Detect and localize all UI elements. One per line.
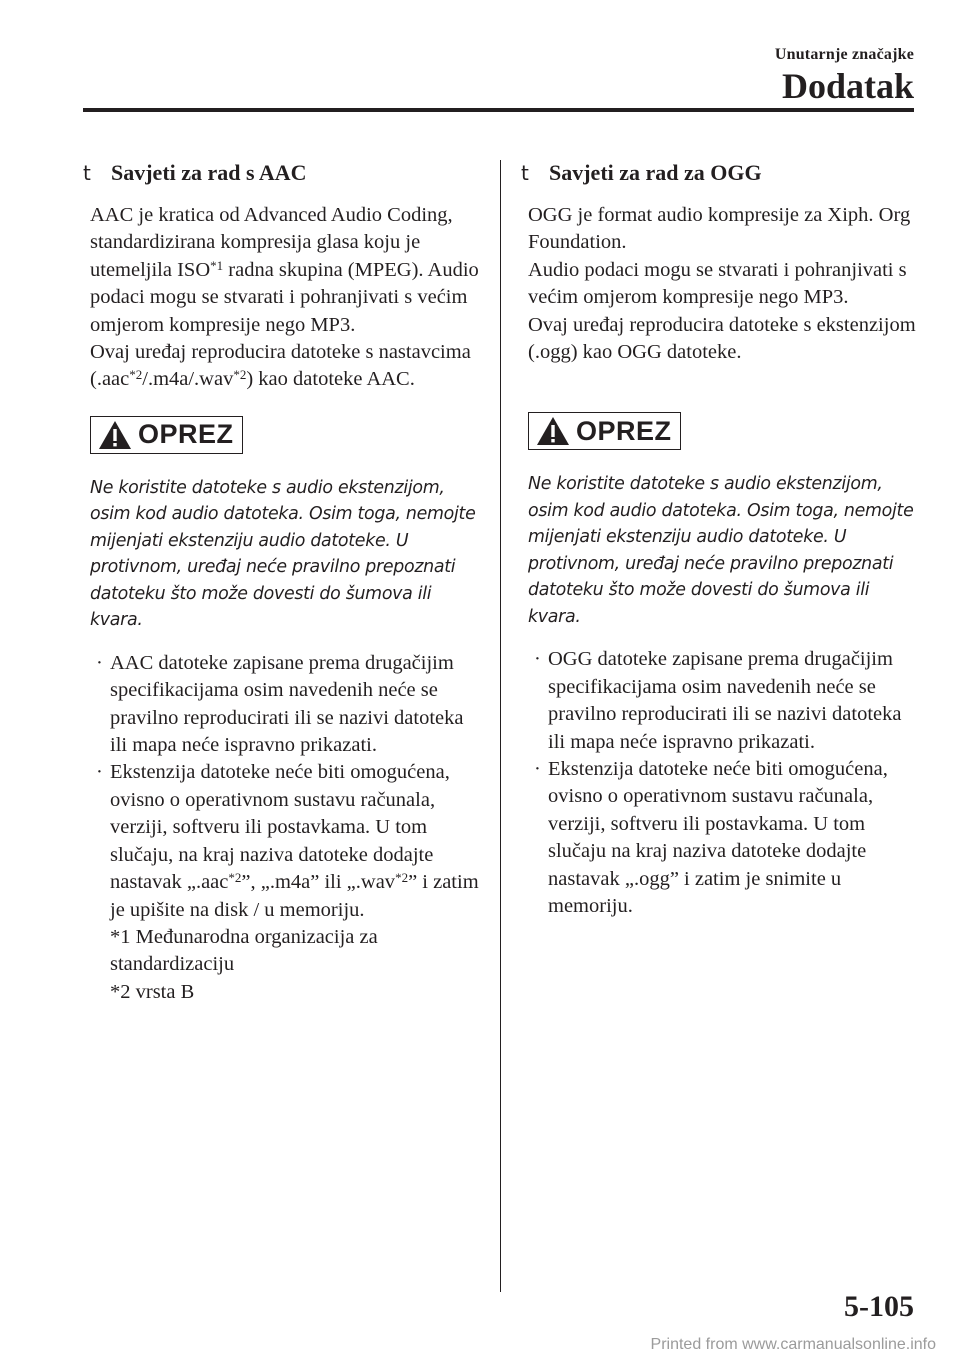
caution-label: OPREZ [138,419,234,450]
aac-heading [83,160,483,186]
aac-paragraph-1: AAC je kratica od Advanced Audio Coding, standardizirana kompresija glasa koju je utemeljila ISO$^{*1}$ radna skupina (MPEG). Audio podaci mogu se stvarati i pohranjivati s većim omjerom kompresije nego MP3. [90,204,479,336]
aac-caution-text: Ne koristite datoteke s audio ekstenzijom, osim kod audio datoteka. Osim toga, nemojte mijenjati ekstenziju audio datoteke. U protivnom, uređaj neće pravilno prepoznati datoteku što može dovesti do šumova ili kvara. [90,477,476,631]
caution-label: OPREZ [576,415,672,446]
ogg-title: Savjeti za rad za OGG [549,160,762,185]
column-divider [500,160,501,1292]
ogg-section [521,160,921,921]
header-rule [83,108,914,112]
list-item: · Ekstenzija datoteke neće biti omogućena, ovisno o operativnom sustavu računala, verziji, softveru ili postavkama. U tom slučaju, na kraj naziva datoteke dodajte nastavak „.aac$^{*2}$”, „.m4a” ili „.wav$^{*2}$” i zatim je upišite na disk / u memoriju. [96,761,479,921]
aac-footnotes [90,924,483,1006]
aac-caution-badge [90,416,243,454]
footnote-2: *2 vrsta B [110,980,195,1003]
ogg-body [521,202,921,366]
ogg-paragraph-3: Ovaj uređaj reproducira datoteke s ekstenzijom (.ogg) kao OGG datoteke. [528,313,916,364]
aac-title: Savjeti za rad s AAC [111,160,307,185]
ogg-caution-badge [528,412,681,450]
page-number: 5-105 [844,1290,914,1323]
section-marker-icon: t [83,161,91,185]
ogg-caution-text: Ne koristite datoteke s audio ekstenzijom, osim kod audio datoteka. Osim toga, nemojte mijenjati ekstenziju audio datoteke. U protivnom, uređaj neće pravilno prepoznati datoteku što može dovesti do šumova ili kvara. [528,474,914,627]
aac-paragraph-2: Ovaj uređaj reproducira datoteke s nastavcima (.aac$^{*2}$/.m4a/.wav$^{*2}$) kao datoteke AAC. [90,341,471,391]
footer-watermark: Printed from www.carmanualsonline.info [650,1336,936,1353]
chapter-title: Dodatak [781,66,914,106]
ogg-paragraph-2: Audio podaci mogu se stvarati i pohranjivati s većim omjerom kompresije nego MP3. [528,258,907,309]
section-marker-icon: t [521,161,529,185]
list-item: · AAC datoteke zapisane prema drugačijim specifikacijama osim navedenih neće se pravilno reproducirati ili se nazivi datoteka ili mapa neće ispravno prikazati. [96,651,464,757]
aac-bullets [83,650,483,1006]
page-header [775,46,914,106]
ogg-bullets [521,646,921,920]
aac-section [83,160,483,1006]
aac-body [83,202,483,394]
list-item: · Ekstenzija datoteke neće biti omogućena, ovisno o operativnom sustavu računala, verziji, softveru ili postavkama. U tom slučaju na kraj naziva datoteke dodajte nastavak „.ogg” i zatim je snimite u memoriju. [534,758,888,918]
ogg-paragraph-1: OGG je format audio kompresije za Xiph. Org Foundation. [528,204,911,254]
warning-triangle-icon [536,416,570,446]
chapter-subtitle: Unutarnje značajke [774,46,914,63]
footnote-1: *1 Međunarodna organizacija za standardizaciju [110,925,378,976]
list-item: · OGG datoteke zapisane prema drugačijim specifikacijama osim navedenih neće se pravilno reproducirati ili se nazivi datoteka ili mapa neće ispravno prikazati. [534,648,902,753]
ogg-heading [521,160,921,186]
warning-triangle-icon [98,420,132,450]
